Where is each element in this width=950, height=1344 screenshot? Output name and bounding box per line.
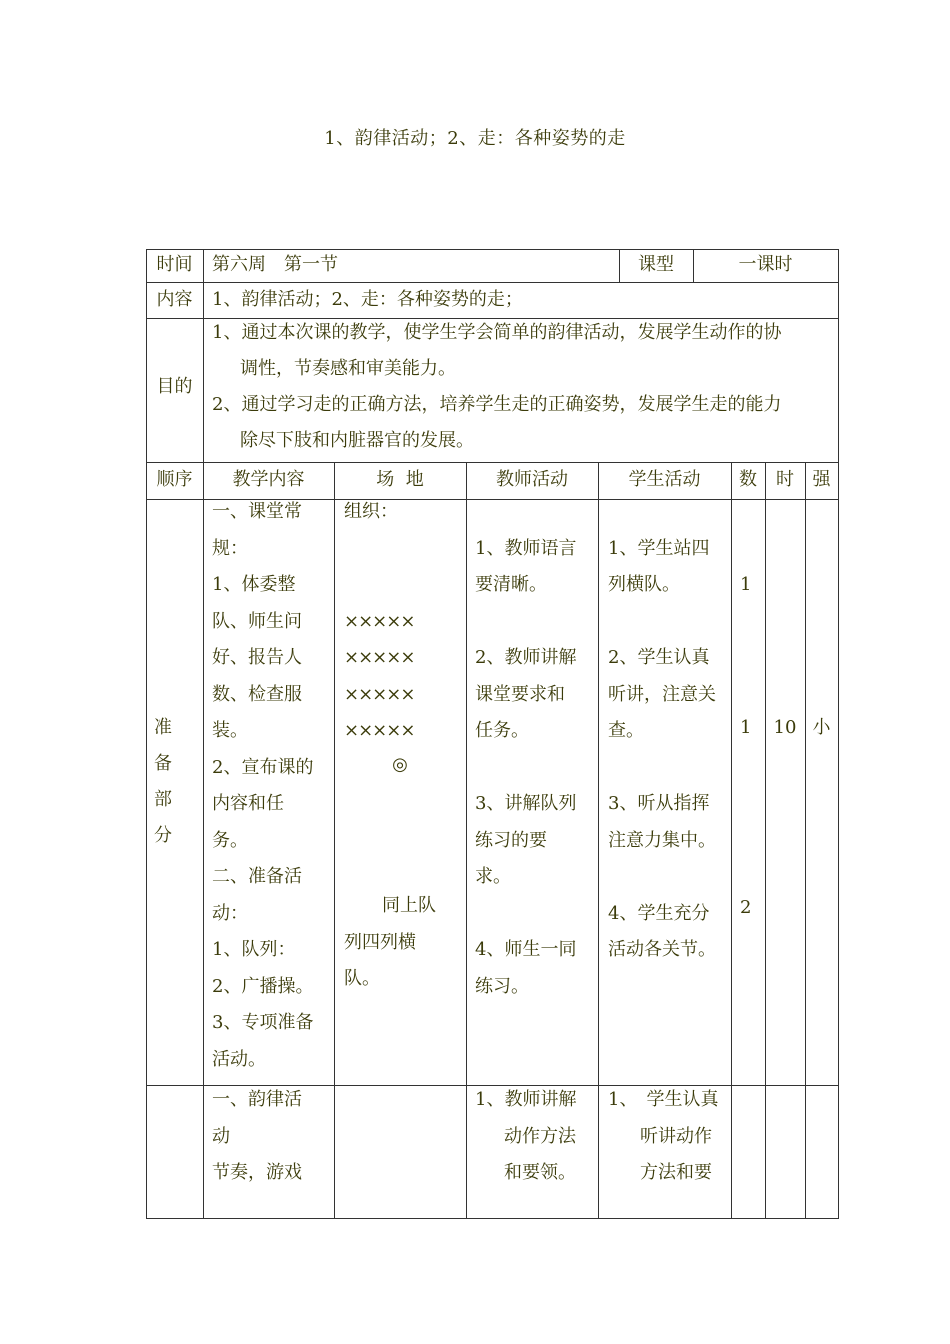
column-rule-4 <box>598 462 599 1219</box>
student-activity-line: 1、学生站四 <box>608 538 710 559</box>
column-rule-6 <box>765 462 766 1219</box>
basic-teacher-line: 1、教师讲解 <box>475 1089 577 1110</box>
prep-content-line: 好、报告人 <box>212 647 302 668</box>
student-activity-line: 3、听从指挥 <box>608 793 710 814</box>
count-value: 2 <box>740 897 752 918</box>
content-label: 内容 <box>156 289 193 310</box>
formation-row: ××××× <box>344 611 415 632</box>
header-student-activity: 学生活动 <box>628 469 701 490</box>
formation-row: ××××× <box>344 647 415 668</box>
teacher-activity-line: 课堂要求和 <box>475 684 565 705</box>
teacher-activity-line: 任务。 <box>475 720 529 741</box>
prep-content-line: 规： <box>212 538 248 559</box>
lesson-type-value: 一课时 <box>738 254 793 275</box>
document-title: 1、韵律活动；2、走：各种姿势的走 <box>324 128 626 149</box>
prep-content-line: 动： <box>212 903 248 924</box>
column-rule-1 <box>203 249 204 1219</box>
time-label: 时间 <box>156 254 193 275</box>
count-value: 1 <box>740 574 752 595</box>
teacher-activity-line: 3、讲解队列 <box>475 793 577 814</box>
student-activity-line: 2、学生认真 <box>608 647 710 668</box>
teacher-activity-line: 1、教师语言 <box>475 538 577 559</box>
header-time: 时 <box>776 469 794 490</box>
prep-content-line: 数、检查服 <box>212 684 302 705</box>
prep-content-line: 队、师生问 <box>212 611 302 632</box>
header-count: 数 <box>739 469 757 490</box>
formation-row: ××××× <box>344 720 415 741</box>
venue-note-line: 同上队 <box>382 895 436 916</box>
prep-content-line: 活动。 <box>212 1049 266 1070</box>
objective-line-1: 1、通过本次课的教学，使学生学会简单的韵律活动，发展学生动作的协 <box>212 322 782 343</box>
teacher-activity-line: 要清晰。 <box>475 574 547 595</box>
table-border-right <box>838 249 839 1219</box>
prep-section-char-4: 分 <box>154 825 172 846</box>
prep-content-line: 二、准备活 <box>212 866 302 887</box>
objective-line-2: 调性，节奏感和审美能力。 <box>240 358 456 379</box>
column-rule-2 <box>334 462 335 1219</box>
student-activity-line: 列横队。 <box>608 574 680 595</box>
prep-content-line: 内容和任 <box>212 793 284 814</box>
header-intensity: 强 <box>812 469 831 490</box>
venue-note-line: 列四列横 <box>344 932 416 953</box>
time-minutes: 10 <box>773 717 797 738</box>
column-rule-3 <box>466 462 467 1219</box>
formation-row: ××××× <box>344 684 415 705</box>
header-teacher-activity: 教师活动 <box>496 469 568 490</box>
teacher-activity-line: 练习的要 <box>475 830 547 851</box>
basic-content-line: 一、韵律活 <box>212 1089 302 1110</box>
prep-content-line: 一、课堂常 <box>212 501 302 522</box>
prep-content-line: 3、专项准备 <box>212 1012 314 1033</box>
column-rule-7 <box>805 462 806 1219</box>
header-order: 顺序 <box>156 469 193 490</box>
prep-section-char-3: 部 <box>154 789 172 810</box>
prep-content-line: 2、宣布课的 <box>212 757 314 778</box>
lesson-type-label: 课型 <box>638 254 674 275</box>
student-activity-line: 活动各关节。 <box>608 939 716 960</box>
prep-section-char-2: 备 <box>154 753 172 774</box>
prep-content-line: 务。 <box>212 830 248 851</box>
venue-note-line: 队。 <box>344 968 380 989</box>
basic-student-line: 方法和要 <box>640 1162 712 1183</box>
intensity-value: 小 <box>812 717 831 738</box>
teacher-activity-line: 2、教师讲解 <box>475 647 577 668</box>
prep-content-line: 1、队列： <box>212 939 296 960</box>
student-activity-line: 4、学生充分 <box>608 903 710 924</box>
prep-content-line: 装。 <box>212 720 248 741</box>
objective-label: 目的 <box>156 376 193 397</box>
objective-line-3: 2、通过学习走的正确方法，培养学生走的正确姿势，发展学生走的能力 <box>212 394 782 415</box>
lesson-plan-table <box>146 249 839 1219</box>
basic-teacher-line: 动作方法 <box>504 1126 576 1147</box>
objective-line-4: 除尽下肢和内脏器官的发展。 <box>240 430 474 451</box>
student-activity-line: 注意力集中。 <box>608 830 716 851</box>
prep-section-char-1: 准 <box>154 717 172 738</box>
time-value: 第六周 第一节 <box>212 254 338 275</box>
column-rule-5 <box>731 462 732 1219</box>
header-teaching-content: 教学内容 <box>232 469 305 490</box>
basic-student-line: 1、 学生认真 <box>608 1089 719 1110</box>
teacher-activity-line: 练习。 <box>475 976 529 997</box>
table-border-bottom <box>146 1218 839 1219</box>
student-activity-line: 听讲，注意关 <box>608 684 716 705</box>
count-value: 1 <box>740 717 752 738</box>
prep-content-line: 1、体委整 <box>212 574 296 595</box>
basic-content-line: 节奏，游戏 <box>212 1162 302 1183</box>
venue-organization-label: 组织： <box>344 501 398 522</box>
basic-teacher-line: 和要领。 <box>504 1162 576 1183</box>
teacher-position-symbol: ◎ <box>392 754 408 775</box>
student-activity-line: 查。 <box>608 720 644 741</box>
basic-content-line: 动 <box>212 1126 230 1147</box>
prep-content-line: 2、广播操。 <box>212 976 314 997</box>
content-value: 1、韵律活动；2、走：各种姿势的走； <box>212 289 523 310</box>
teacher-activity-line: 求。 <box>475 866 511 887</box>
basic-student-line: 听讲动作 <box>640 1126 712 1147</box>
teacher-activity-line: 4、师生一同 <box>475 939 577 960</box>
header-venue: 场 地 <box>376 469 424 490</box>
